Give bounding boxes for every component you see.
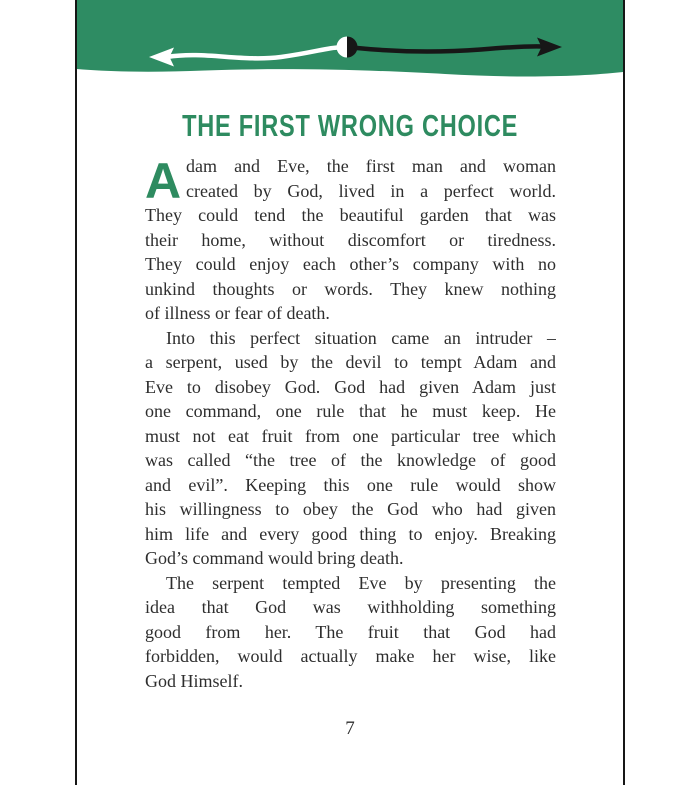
drop-cap: A	[145, 153, 182, 209]
text-line: good from her. The fruit that God had	[145, 621, 556, 642]
text-line: God’s command would bring death.	[145, 548, 404, 568]
paragraph	[145, 326, 556, 571]
page-content	[77, 0, 623, 740]
text-line: They could enjoy each other’s company with no	[145, 254, 556, 274]
text-line: forbidden, would actually make her wise, like	[145, 646, 556, 666]
page-number: 7	[345, 718, 355, 739]
paragraph-list	[145, 154, 556, 693]
text-line: idea that God was withholding something	[145, 597, 556, 617]
text-line: and evil”. Keeping this one rule would show	[145, 474, 556, 495]
text-line: their home, without discomfort or tiredness.	[145, 229, 556, 250]
text-line: They could tend the beautiful garden that was	[145, 205, 556, 225]
text-line: God Himself.	[145, 670, 243, 691]
text-line: a serpent, used by the devil to tempt Adam and	[145, 352, 556, 372]
text-line: must not eat fruit from one particular tree which	[145, 425, 556, 446]
text-line: Eve to disobey God. God had given Adam just	[145, 376, 556, 397]
text-line: dam and Eve, the first man and woman	[186, 156, 556, 176]
text-line: created by God, lived in a perfect world.	[186, 180, 556, 201]
paragraph	[145, 154, 556, 326]
text-line: of illness or fear of death.	[145, 303, 330, 323]
text-line: The serpent tempted Eve by presenting the	[166, 572, 556, 593]
text-line: Into this perfect situation came an intruder –	[166, 327, 556, 348]
text-line: unkind thoughts or words. They knew nothing	[145, 278, 556, 299]
text-line: was called “the tree of the knowledge of good	[145, 450, 556, 470]
text-line: his willingness to obey the God who had given	[145, 499, 556, 519]
body-text-block	[145, 154, 556, 693]
page-title: THE FIRST WRONG CHOICE	[181, 108, 519, 143]
text-line: him life and every good thing to enjoy. Breaking	[145, 523, 556, 544]
text-line: one command, one rule that he must keep. He	[145, 401, 556, 421]
paragraph	[145, 571, 556, 694]
right-page-rule	[623, 0, 625, 785]
